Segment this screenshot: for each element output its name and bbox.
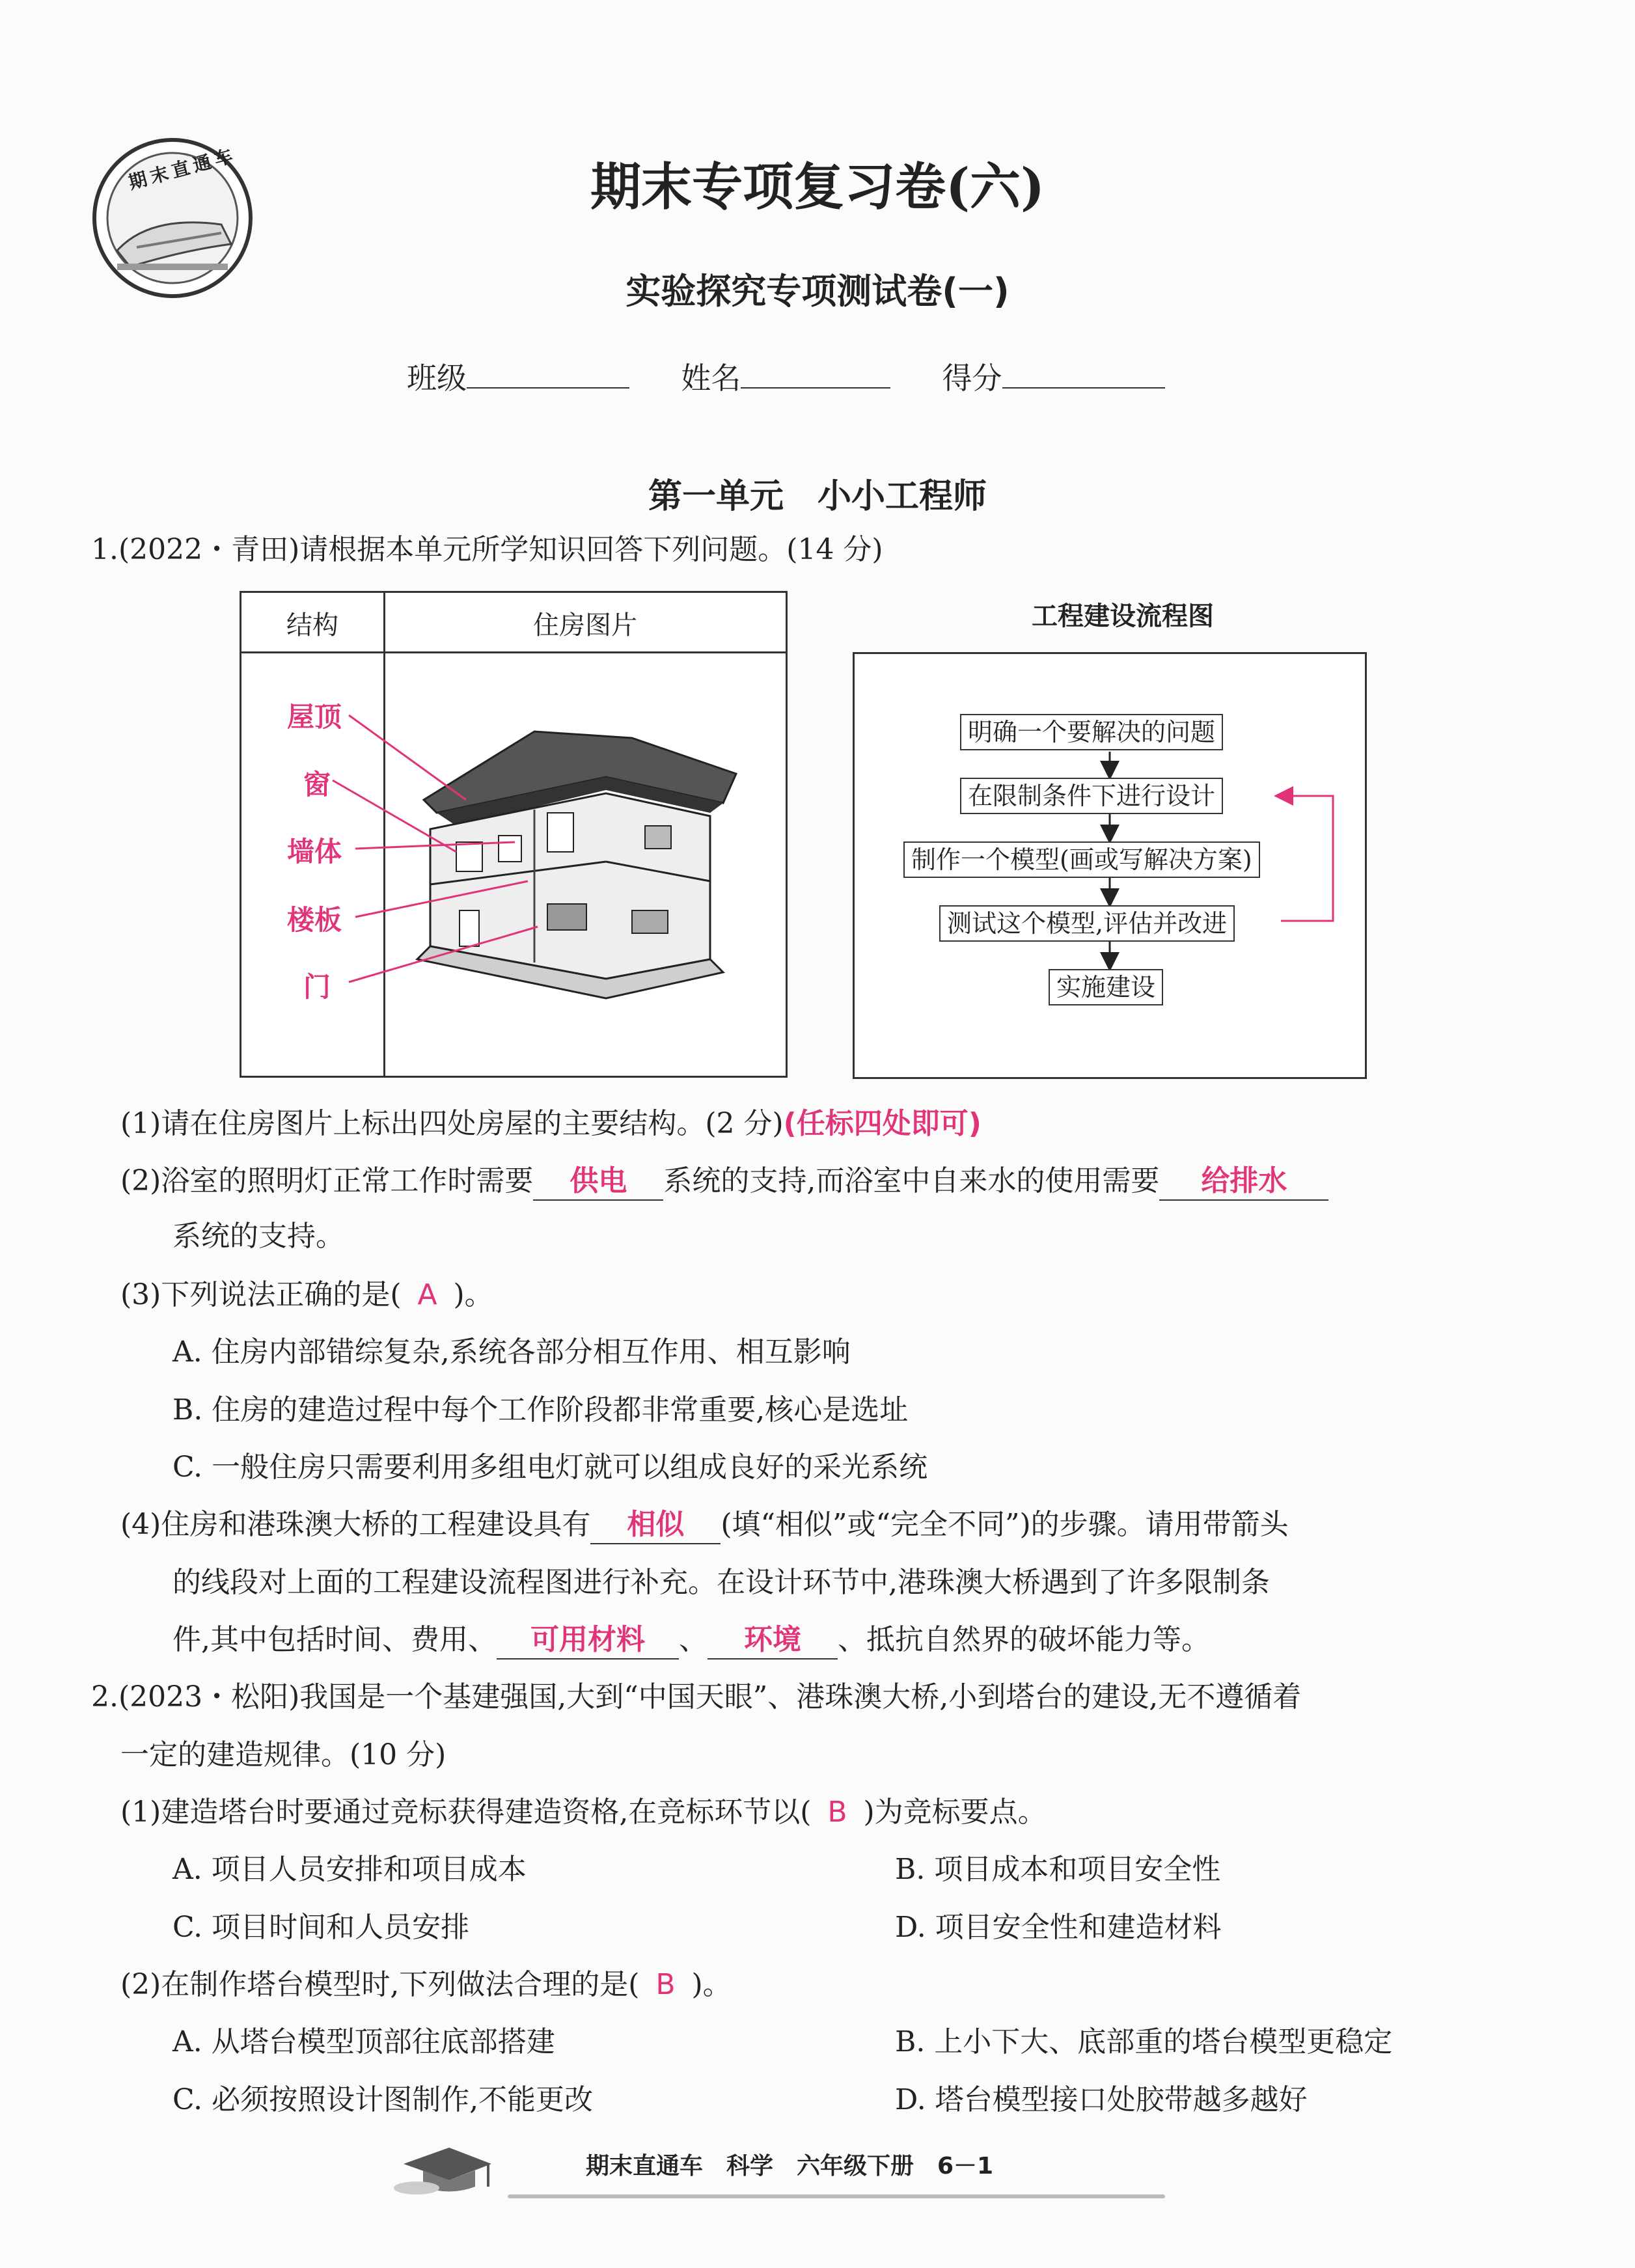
q1-part4-answer1[interactable]: 相似: [590, 1507, 721, 1544]
info-row: [407, 355, 1165, 398]
q1-part1: (1)请在住房图片上标出四处房屋的主要结构。(2 分)(任标四处即可): [120, 1107, 982, 1140]
label-floor: 楼板: [287, 904, 342, 936]
label-door: 门: [303, 971, 331, 1003]
flowchart: [853, 652, 1367, 1079]
q1-stem: 1.(2022・青田)请根据本单元所学知识回答下列问题。(14 分): [91, 533, 883, 566]
q2-part1-option-d[interactable]: D. 项目安全性和建造材料: [895, 1911, 1222, 1944]
score-field[interactable]: [1002, 361, 1165, 389]
structure-table: [240, 591, 788, 1078]
q1-part4-answer2[interactable]: 可用材料: [497, 1622, 679, 1660]
q2-part2-option-c[interactable]: C. 必须按照设计图制作,不能更改: [172, 2083, 594, 2116]
footer-text: 期末直通车 科学 六年级下册 6－1: [586, 2153, 994, 2179]
q2-part2-option-d[interactable]: D. 塔台模型接口处胶带越多越好: [895, 2083, 1308, 2116]
table-header-structure: 结构: [286, 610, 338, 640]
q1-part3-option-b[interactable]: B. 住房的建造过程中每个工作阶段都非常重要,核心是选址: [172, 1393, 909, 1427]
q1-part4-line2: 的线段对上面的工程建设流程图进行补充。在设计环节中,港珠澳大桥遇到了许多限制条: [172, 1566, 1270, 1599]
q1-part2: (2)浴室的照明灯正常工作时需要 供电 系统的支持,而浴室中自来水的使用需要 给排水: [120, 1162, 1328, 1201]
q2-stem-line2: 一定的建造规律。(10 分): [120, 1738, 447, 1771]
class-label: 班级: [407, 361, 467, 396]
flowchart-title: 工程建设流程图: [1032, 601, 1214, 631]
footer-rule: [508, 2194, 1165, 2198]
q2-stem-line1: 2.(2023・松阳)我国是一个基建强国,大到“中国天眼”、港珠澳大桥,小到塔台的建设,无不遵循着: [91, 1680, 1302, 1714]
q2-part2-option-a[interactable]: A. 从塔台模型顶部往底部搭建: [172, 2025, 555, 2058]
score-label: 得分: [942, 361, 1002, 396]
q2-part2-option-b[interactable]: B. 上小下大、底部重的塔台模型更稳定: [895, 2025, 1393, 2058]
label-window: 窗: [303, 769, 331, 800]
q1-part3-answer[interactable]: A: [417, 1278, 437, 1311]
q1-part2-answer2[interactable]: 给排水: [1159, 1163, 1328, 1201]
flow-step-4: 测试这个模型,评估并改进: [939, 905, 1235, 942]
name-field[interactable]: [741, 361, 890, 389]
label-wall: 墙体: [287, 836, 342, 868]
q1-part4: (4)住房和港珠澳大桥的工程建设具有 相似 (填“相似”或“完全不同”)的步骤。请用带箭头: [120, 1505, 1289, 1544]
q1-part3-option-a[interactable]: A. 住房内部错综复杂,系统各部分相互作用、相互影响: [172, 1335, 851, 1369]
q1-part2-line2: 系统的支持。: [172, 1220, 344, 1253]
q2-part1: (1)建造塔台时要通过竞标获得建造资格,在竞标环节以( B )为竞标要点。: [120, 1793, 1047, 1832]
logo-text: 期末直通车: [126, 144, 239, 194]
flow-step-3: 制作一个模型(画或写解决方案): [903, 841, 1260, 878]
q1-part3-option-c[interactable]: C. 一般住房只需要利用多组电灯就可以组成良好的采光系统: [172, 1451, 928, 1484]
footer-graduation-cap-icon: [391, 2141, 495, 2202]
q1-part3: (3)下列说法正确的是( A )。: [120, 1276, 493, 1315]
flow-step-5: 实施建设: [1049, 969, 1163, 1005]
q1-part1-answer: (任标四处即可): [783, 1107, 982, 1140]
table-header-picture: 住房图片: [533, 610, 637, 640]
label-roof: 屋顶: [287, 701, 342, 733]
name-label: 姓名: [681, 361, 741, 396]
page-subtitle: 实验探究专项测试卷(一): [625, 271, 1010, 312]
q1-part4-line3: 件,其中包括时间、费用、 可用材料 、 环境 、抵抗自然界的破坏能力等。: [172, 1620, 1210, 1660]
q2-part1-answer[interactable]: B: [827, 1796, 847, 1829]
q2-part1-option-b[interactable]: B. 项目成本和项目安全性: [895, 1853, 1221, 1886]
q2-part2: (2)在制作塔台模型时,下列做法合理的是( B )。: [120, 1965, 732, 2004]
q2-part1-option-a[interactable]: A. 项目人员安排和项目成本: [172, 1853, 527, 1886]
q2-part2-answer[interactable]: B: [655, 1968, 676, 2001]
section-title: 第一单元 小小工程师: [648, 477, 987, 516]
class-field[interactable]: [467, 361, 629, 389]
flow-step-1: 明确一个要解决的问题: [960, 714, 1223, 750]
flow-step-2: 在限制条件下进行设计: [960, 778, 1223, 814]
q1-part2-answer1[interactable]: 供电: [533, 1163, 663, 1201]
page-title: 期末专项复习卷(六): [590, 157, 1045, 217]
q1-part4-answer3[interactable]: 环境: [708, 1622, 838, 1660]
q2-part1-option-c[interactable]: C. 项目时间和人员安排: [172, 1911, 470, 1944]
